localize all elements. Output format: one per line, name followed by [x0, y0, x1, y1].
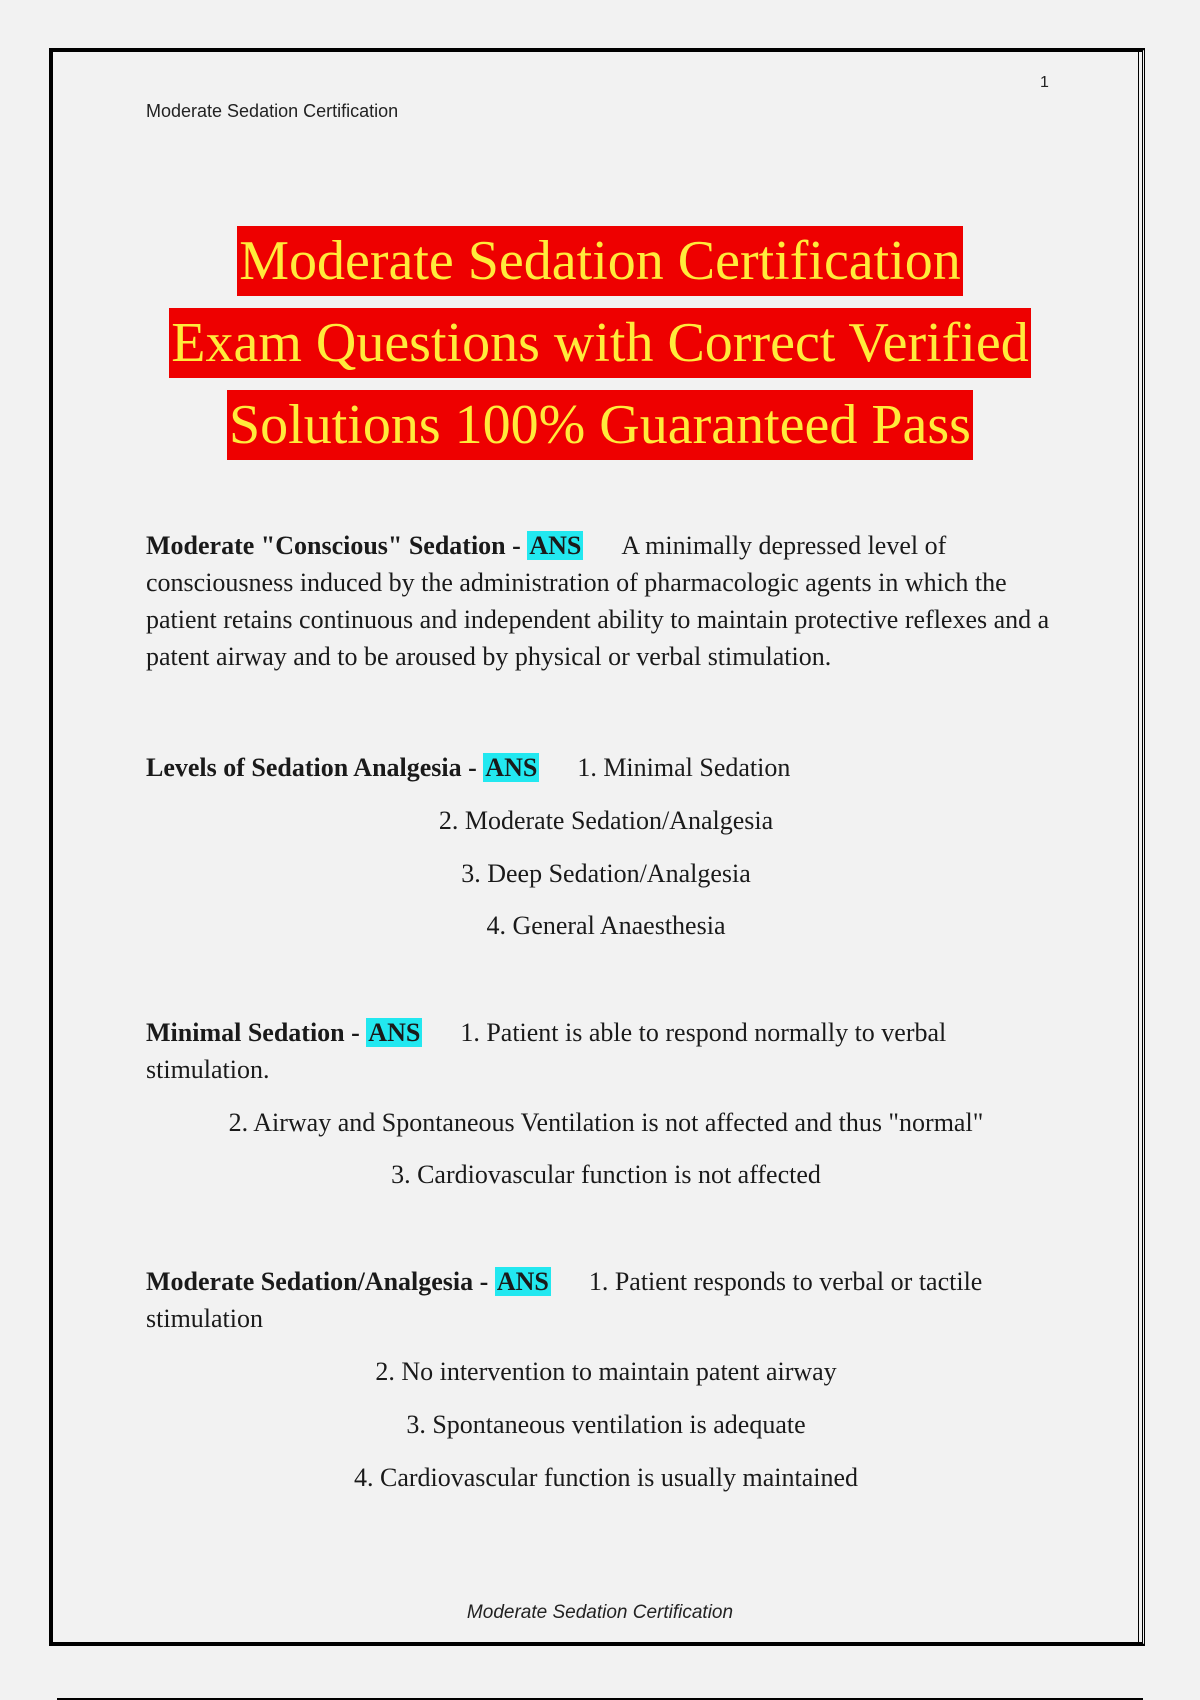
qa-entry: [146, 527, 1066, 675]
title-line: Solutions 100% Guaranteed Pass: [227, 390, 973, 460]
qa-content: [146, 527, 1066, 1496]
ans-highlight: ANS: [368, 1018, 421, 1047]
list-item: 2. No intervention to maintain patent airway: [375, 1357, 837, 1386]
title-line: Moderate Sedation Certification: [237, 226, 963, 296]
answer-text: 1. Patient is able to respond normally to verbal stimulation.: [146, 1018, 947, 1084]
page-number: 1: [1040, 74, 1049, 91]
list-item: 4. Cardiovascular function is usually maintained: [354, 1463, 858, 1492]
question-term: Moderate Sedation/Analgesia -: [146, 1267, 489, 1296]
question-term: Minimal Sedation -: [146, 1018, 360, 1047]
question-term: Moderate "Conscious" Sedation -: [146, 531, 521, 560]
answer-text: 1. Patient responds to verbal or tactile stimulation: [146, 1267, 983, 1333]
list-item: 2. Moderate Sedation/Analgesia: [438, 806, 774, 835]
title-line: Exam Questions with Correct Verified: [169, 308, 1030, 378]
list-item: 4. General Anaesthesia: [486, 911, 726, 940]
list-item: 3. Spontaneous ventilation is adequate: [406, 1410, 806, 1439]
document-title: [100, 226, 1100, 472]
running-footer: Moderate Sedation Certification: [466, 1602, 734, 1623]
list-item: 3. Deep Sedation/Analgesia: [461, 859, 751, 888]
answer-text: 1. Minimal Sedation: [577, 753, 791, 782]
list-item: 2. Airway and Spontaneous Ventilation is not affected and thus "normal": [228, 1108, 984, 1137]
ans-highlight: ANS: [485, 753, 538, 782]
answer-text: A minimally depressed level of consciousness induced by the administration of pharmacologic agents in which the patient retains continuous and independent ability to maintain protective reflexes and a patent airway and to be aroused by physical or verbal stimulation.: [146, 531, 1050, 671]
qa-entry: [146, 1263, 1066, 1337]
qa-entry: [146, 749, 1066, 786]
list-item: 3. Cardiovascular function is not affected: [391, 1160, 821, 1189]
ans-highlight: ANS: [529, 531, 582, 560]
ans-highlight: ANS: [496, 1267, 549, 1296]
running-header: Moderate Sedation Certification: [146, 101, 399, 121]
qa-entry: [146, 1014, 1066, 1088]
question-term: Levels of Sedation Analgesia -: [146, 753, 477, 782]
